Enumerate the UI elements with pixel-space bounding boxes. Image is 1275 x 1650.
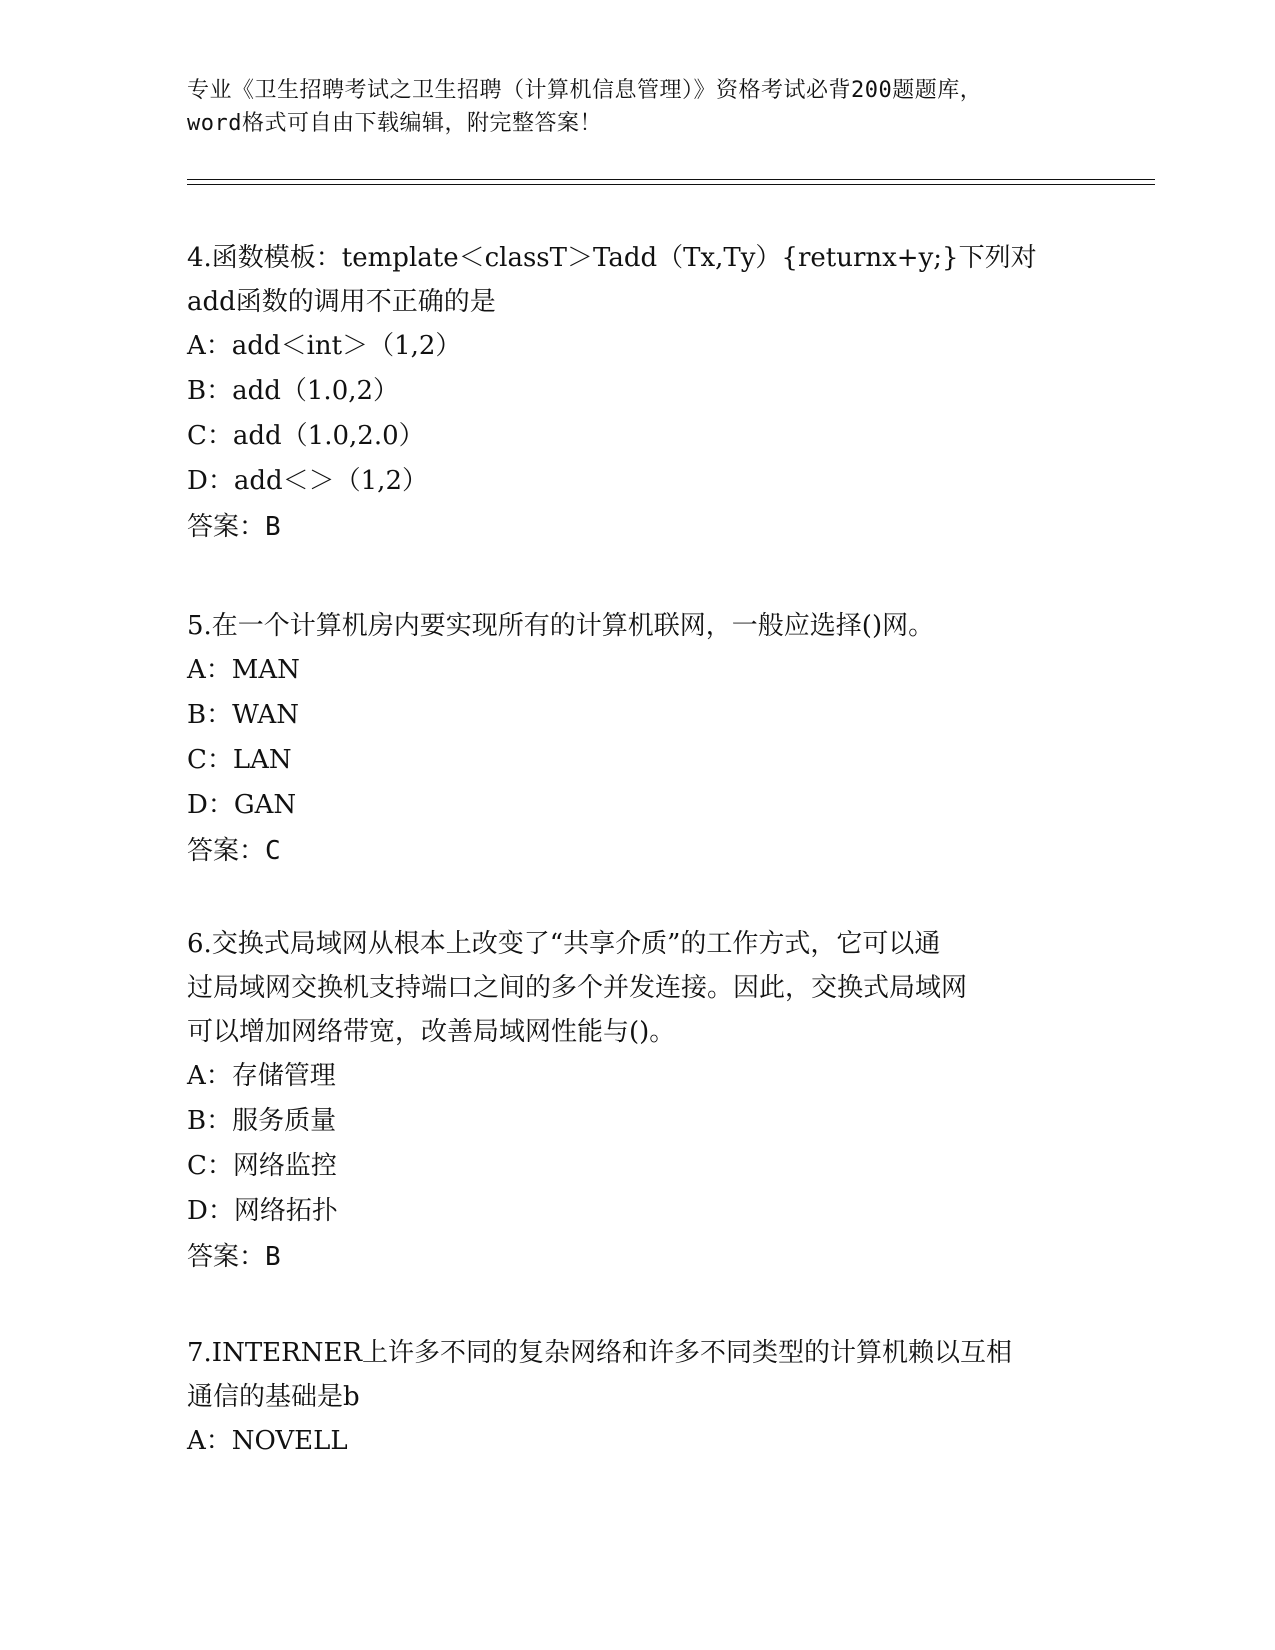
option-c: C：LAN xyxy=(187,745,292,775)
document-header xyxy=(187,74,1077,140)
option-d: D：add＜＞（1,2） xyxy=(187,466,428,496)
header-divider-bottom xyxy=(187,184,1155,185)
answer-line: 答案：C xyxy=(187,836,281,866)
option-a: A：NOVELL xyxy=(187,1426,348,1456)
header-line-1: 专业《卫生招聘考试之卫生招聘（计算机信息管理）》资格考试必背200题题库， xyxy=(187,78,983,103)
option-b: B：WAN xyxy=(187,700,300,730)
header-divider-top xyxy=(187,179,1155,180)
question-text-line: 可以增加网络带宽，改善局域网性能与()。 xyxy=(187,1017,676,1047)
question-text-line: 7.INTERNER上许多不同的复杂网络和许多不同类型的计算机赖以互相 xyxy=(187,1338,1013,1368)
answer-line: 答案：B xyxy=(187,1242,281,1272)
option-a: A：存储管理 xyxy=(187,1061,336,1091)
question-text-line: 通信的基础是b xyxy=(187,1382,360,1412)
question-6 xyxy=(187,922,1077,1280)
question-5 xyxy=(187,604,1077,874)
option-c: C：add（1.0,2.0） xyxy=(187,421,425,451)
question-text-line: 5.在一个计算机房内要实现所有的计算机联网，一般应选择()网。 xyxy=(187,611,935,641)
question-text-line: 4.函数模板：template＜classT＞Tadd（Tx,Ty）{returnx+y;}下列对 xyxy=(187,243,1037,273)
option-b: B：add（1.0,2） xyxy=(187,376,400,406)
option-a: A：add＜int＞（1,2） xyxy=(187,331,462,361)
option-d: D：GAN xyxy=(187,790,297,820)
question-7 xyxy=(187,1331,1077,1464)
answer-line: 答案：B xyxy=(187,512,281,542)
question-text-line: 6.交换式局域网从根本上改变了“共享介质”的工作方式，它可以通 xyxy=(187,929,941,959)
header-line-2: word格式可自由下载编辑，附完整答案！ xyxy=(187,111,602,136)
question-text-line: 过局域网交换机支持端口之间的多个并发连接。因此，交换式局域网 xyxy=(187,973,968,1003)
question-text-line: add函数的调用不正确的是 xyxy=(187,287,496,317)
option-d: D：网络拓扑 xyxy=(187,1196,338,1226)
option-c: C：网络监控 xyxy=(187,1151,337,1181)
option-a: A：MAN xyxy=(187,655,300,685)
option-b: B：服务质量 xyxy=(187,1106,337,1136)
question-4 xyxy=(187,236,1077,550)
